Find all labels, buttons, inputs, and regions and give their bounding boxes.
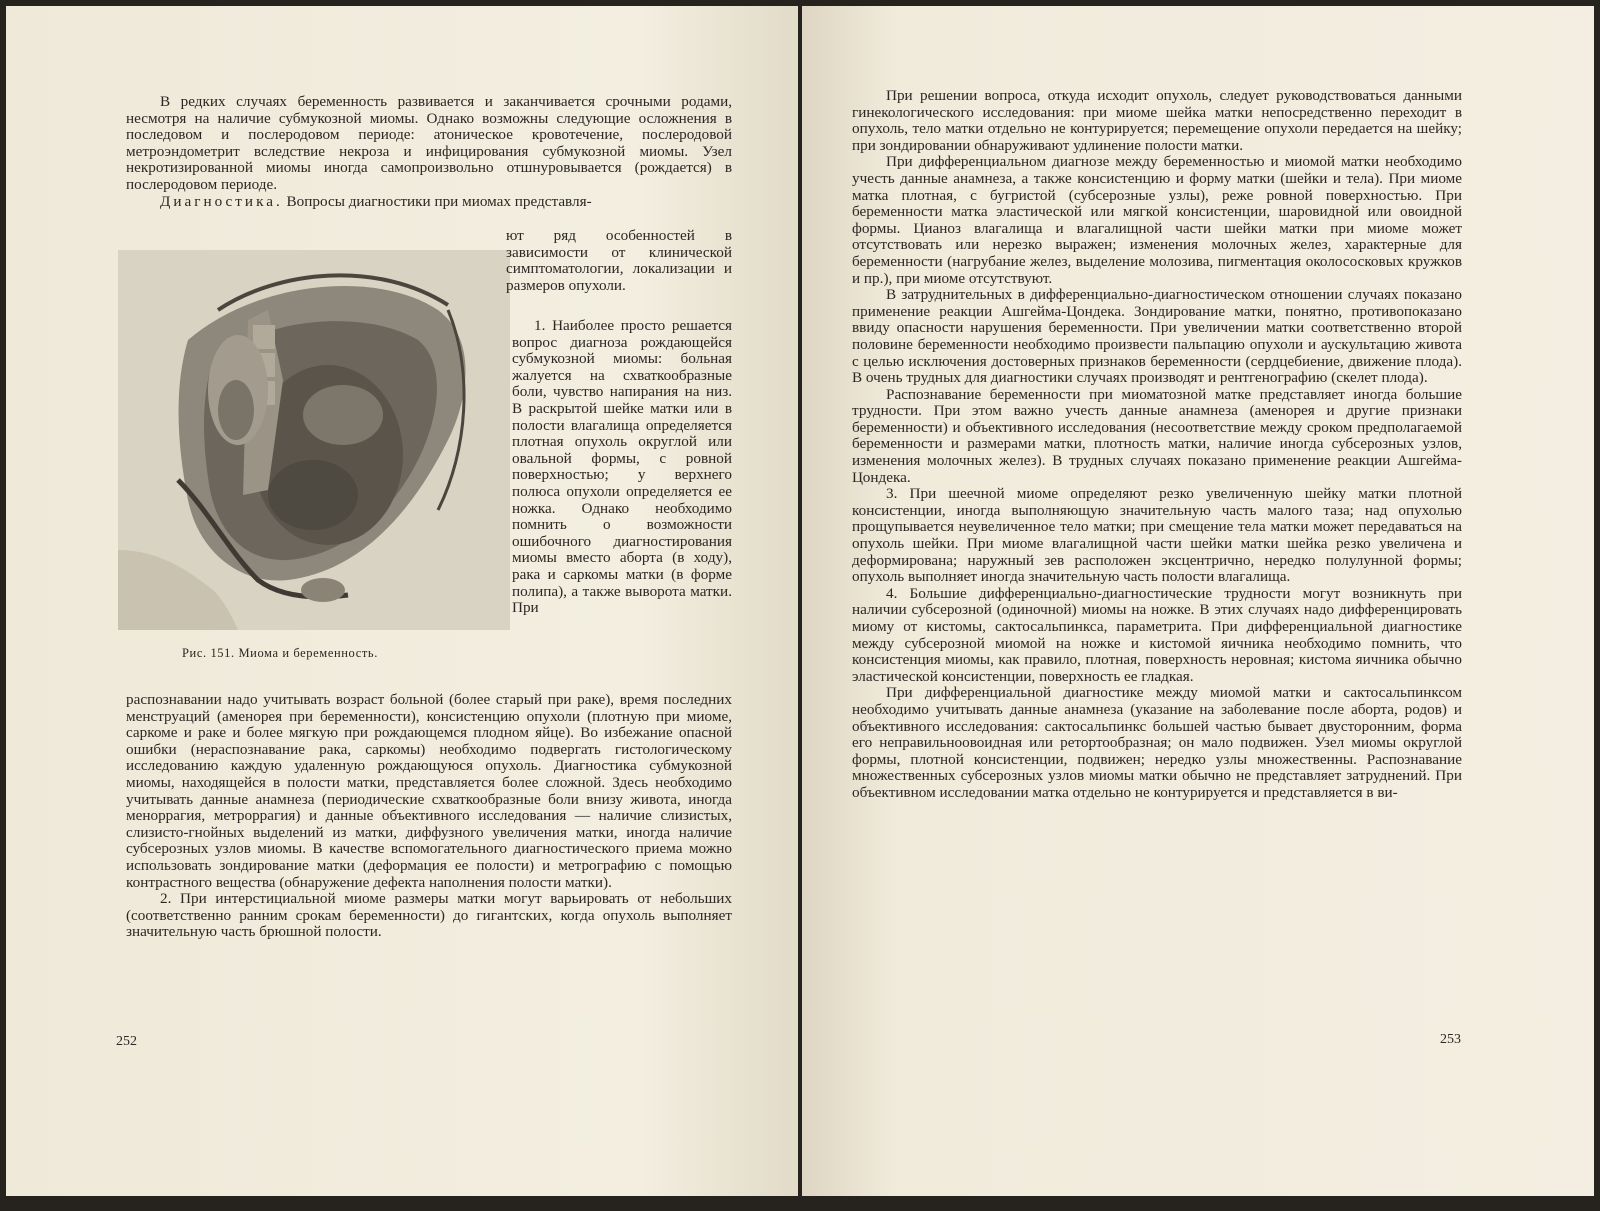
paragraph: 2. При интерстициальной миоме размеры матки могут варьировать от небольших (соответственно ранним срокам беременности) до гигантских, когда опухоль выполняет значительную часть брюшной полости. (126, 890, 732, 941)
paragraph: распознавании надо учитывать возраст больной (более старый при раке), время последних менструаций (аменорея при беременности), консистенцию опухоли (плотную при миоме, саркоме и раке и более мягкую при рождающемся плодном яйце). Во избежание опасной ошибки (нераспознавание рака, саркомы) необходимо подвергать гистологическому исследованию каждую удаленную рождающуюся опухоль. Диагностика субмукозной миомы, находящейся в полости матки, представляется более сложной. Здесь необходимо учитывать данные анамнеза (периодические схваткообразные боли внизу живота, иногда меноррагия, метроррагия) и данные объективного исследования — наличие слизистых, слизисто-гнойных выделений из матки, диффузного увеличения матки, иногда наличие субсерозных узлов миомы. В качестве вспомогательного диагностического приема можно использовать зондирование матки (деформация ее полости) и метрографию с помощью контрастного вещества (обнаружение дефекта наполнения полости матки). (126, 691, 732, 891)
paragraph: 1. Наиболее просто решается вопрос диагноза рождающейся субмукозной миомы: больная жалуется на схваткообразные боли, чувство напирания на низ. В раскрытой шейке матки или в полости влагалища определяется плотная опухоль округлой или овальной формы, с ровной поверхностью; у верхнего полюса опухоли определяется ее ножка. Однако необходимо помнить о возможности ошибочного диагностирования миомы вместо аборта (в ходу), рака и саркомы матки (в форме полипа), а также выворота матки. При (512, 317, 732, 617)
right-text (852, 88, 1462, 802)
left-page (6, 6, 798, 1196)
diagnostics-paragraph-start (126, 194, 732, 211)
wrap-column (492, 228, 732, 294)
left-bottom-text (126, 692, 732, 941)
paragraph: 3. При шеечной миоме определяют резко увеличенную шейку матки плотной консистенции, иногда выполняющую значительную часть малого таза; над опухолью прощупывается неувеличенное тело матки; при смещение тела матки может передаваться на опухоль шейки. При миоме влагалищной части шейки матки шейка резко увеличена и деформирована; наружный зев расположен эксцентрично, нередко полулунной формы; опухоль выполняет иногда значительную часть полости влагалища. (852, 485, 1462, 586)
paragraph: В затруднительных в дифференциально-диагностическом отношении случаях показано применение реакции Ашгейма-Цондека. Зондирование матки, понятно, противопоказано ввиду опасности нарушения беременности. При увеличении матки соответственно второй половине беременности необходимо произвести пальпацию опухоли и аускультацию живота с целью исключения достоверных признаков беременности (сердцебиение, движение плода). В очень трудных для диагностики случаях производят и рентгенографию (скелет плода). (852, 286, 1462, 387)
paragraph: Распознавание беременности при миоматозной матке представляет иногда большие трудности. При этом важно учесть данные анамнеза (аменорея и другие признаки беременности) и объективного исследования (несоответствие между сроком предполагаемой беременности и размерами матки, плотность матки, наличие иногда субсерозных узлов, изменения молочных желез). В трудных случаях показано применение реакции Ашгейма-Цондека. (852, 385, 1462, 486)
right-page (802, 6, 1594, 1196)
wrap-column-2 (512, 318, 732, 617)
figure-caption: Рис. 151. Миома и беременность. (182, 646, 378, 660)
left-top-text (126, 94, 732, 210)
figure-illustration (118, 250, 510, 630)
paragraph-text: Вопросы диагностики при миомах представля- (286, 192, 592, 210)
paragraph: В редких случаях беременность развивается и заканчивается срочными родами, несмотря на наличие субмукозной миомы. Однако возможны следующие осложнения в последовом и послеродовом периоде: атоническое кровотечение, послеродовой метроэндометрит вследствие некроза и инфицирования субмукозной миомы. Узел некротизированной миомы иногда самопроизвольно отшнуровывается (рождается) в послеродовом периоде. (126, 93, 732, 193)
paragraph: ют ряд особенностей в зависимости от клинической симптоматологии, локализации и размеров опухоли. (506, 227, 732, 294)
page-number: 253 (1440, 1032, 1461, 1047)
page-number: 252 (116, 1034, 137, 1049)
paragraph: 4. Большие дифференциально-диагностические трудности могут возникнуть при наличии субсерозной (одиночной) миомы на ножке. В этих случаях надо дифференцировать миому от кистомы, сактосальпинкса, параметрита. При дифференциальной диагностике между субсерозной миомой на ножке и кистомой яичника необходимо помнить, что консистенция миомы, как правило, плотная, поверхность неровная; кистома яичника обычно эластической консистенции, поверхность ее гладкая. (852, 584, 1462, 685)
paragraph: При дифференциальном диагнозе между беременностью и миомой матки необходимо учесть данные анамнеза, а также консистенцию и форму матки (шейки и тела). При миоме матка плотная, с бугристой (субсерозные узлы), реже ровной поверхностью. При беременности матка эластической или мягкой консистенции, шаровидной или овоидной формы. Цианоз влагалища и влагалищной части шейки матки при миоме может отсутствовать или нерезко выражен; изменения молочных желез, характерные для беременности (нагрубание желез, выделение молозива, пигментация околососковых кружков и пр.), при миоме отсутствуют. (852, 153, 1462, 287)
paragraph: При дифференциальной диагностике между миомой матки и сактосальпинксом необходимо учитывать данные анамнеза (указание на заболевание после аборта, родов) и объективного исследования: сактосальпинкс большей частью бывает двусторонним, форма его неправильноовоидная или ретортообразная; он мало подвижен. Узел миомы округлой формы, плотной консистенции, подвижен; нередко узлы множественны. Распознавание множественных субсерозных узлов миомы матки обычно не представляет затруднений. При объективном исследовании матка отдельно не контурируется и представляется в ви- (852, 684, 1462, 801)
section-heading: Диагностика. (160, 192, 283, 210)
paragraph: При решении вопроса, откуда исходит опухоль, следует руководствоваться данными гинекологического исследования: при миоме шейка матки непосредственно переходит в опухоль, тело матки отдельно не контурируется; перемещение опухоли передается на шейку; при зондировании обнаруживают удлинение полости матки. (852, 87, 1462, 154)
uterus-illustration (118, 250, 510, 630)
